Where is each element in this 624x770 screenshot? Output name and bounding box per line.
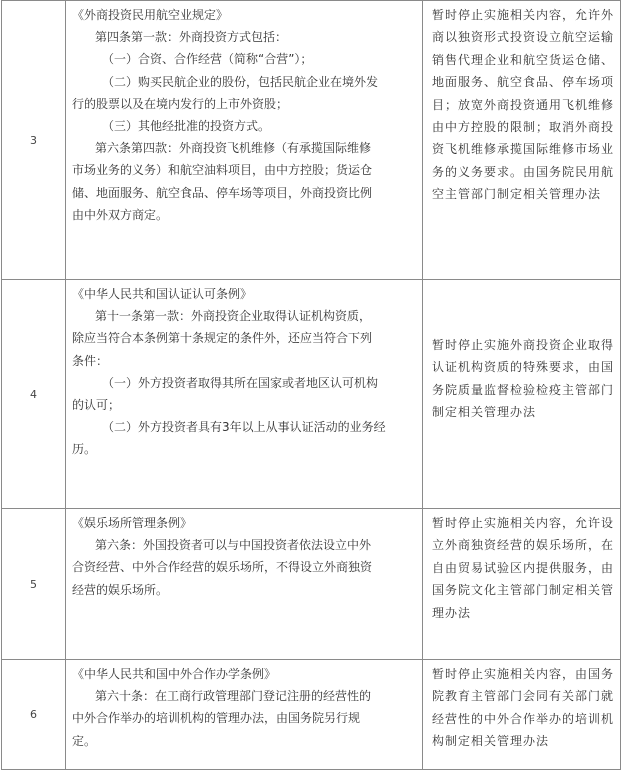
regulation-cell <box>66 509 423 660</box>
row-number: 4 <box>2 280 66 509</box>
adjustment-text-line: 务院质量监督检验检疫主管部门 <box>432 382 615 397</box>
adjustment-text-line: 资飞机维修承揽国际维修市场业 <box>432 142 615 157</box>
adjustment-text-line: 经营性的中外合作举办的培训机 <box>432 711 615 726</box>
adjustment-cell <box>423 509 621 660</box>
table-row <box>2 280 621 509</box>
regulation-text-line: 第六条第四款：外商投资飞机维修（有承揽国际维修 <box>95 141 372 156</box>
table-row <box>2 1 621 280</box>
regulation-text-line: （一）合资、合作经营（简称“合营”）； <box>102 52 313 67</box>
regulation-text-line: 的认可； <box>72 398 121 413</box>
adjustment-text-line: 院教育主管部门会同有关部门就 <box>432 689 615 704</box>
adjustment-text-line: 暂时停止实施相关内容，允许外 <box>432 8 615 22</box>
adjustment-text-line: 地面服务、航空食品、停车场项 <box>432 75 615 90</box>
adjustment-text-line: 由中方控股的限制；取消外商投 <box>432 120 615 135</box>
adjustment-text-line: 空主管部门制定相关管理办法 <box>432 187 602 202</box>
row-number: 5 <box>2 509 66 660</box>
adjustment-text-line: 务的义务要求。由国务院民用航 <box>432 164 615 179</box>
adjustment-text-line: 自由贸易试验区内提供服务，由 <box>432 560 615 575</box>
regulation-text-line: 中外合作举办的培训机构的管理办法，由国务院另行规 <box>72 711 361 726</box>
table-row <box>2 660 621 770</box>
table-body <box>2 1 621 770</box>
regulation-text-line: 市场业务的义务）和航空油料项目，由中方控股；货运仓 <box>72 163 373 178</box>
adjustment-text-line: 构制定相关管理办法 <box>432 734 550 749</box>
regulation-cell <box>66 280 423 509</box>
regulation-table <box>1 0 621 770</box>
regulation-cell <box>66 1 423 280</box>
adjustment-text-line: 理办法 <box>432 605 472 620</box>
regulation-text-line: 第六条：外国投资者可以与中国投资者依法设立中外 <box>95 538 372 553</box>
regulation-text-line: （二）外方投资者具有3年以上从事认证活动的业务经 <box>102 420 386 435</box>
adjustment-text-line: 暂时停止实施相关内容，由国务 <box>432 667 615 681</box>
regulation-text-line: 由中外双方商定。 <box>72 207 169 222</box>
regulation-title: 《娱乐场所管理条例》 <box>72 516 193 530</box>
adjustment-text-line: 暂时停止实施相关内容，允许设 <box>432 516 615 530</box>
adjustment-text-line: 国务院文化主管部门制定相关管 <box>432 583 615 598</box>
adjustment-text-line: 目；放宽外商投资通用飞机维修 <box>432 97 615 112</box>
regulation-cell <box>66 660 423 770</box>
regulation-text-line: 行的股票以及在境内发行的上市外资股； <box>72 96 289 111</box>
table-row <box>2 509 621 660</box>
regulation-title: 《外商投资民用航空业规定》 <box>72 8 229 22</box>
adjustment-cell <box>423 660 621 770</box>
adjustment-text-line: 制定相关管理办法 <box>432 405 537 420</box>
regulation-title: 《中华人民共和国中外合作办学条例》 <box>72 667 277 681</box>
regulation-text-line: 历。 <box>72 442 97 457</box>
regulation-text-line: 合资经营、中外合作经营的娱乐场所，不得设立外商独资 <box>72 560 373 575</box>
adjustment-text-line: 认证机构资质的特殊要求，由国 <box>432 360 615 375</box>
regulation-text-line: 经营的娱乐场所。 <box>72 582 169 597</box>
regulation-text-line: 第四条第一款：外商投资方式包括： <box>95 30 288 45</box>
regulation-text-line: 第六十条：在工商行政管理部门登记注册的经营性的 <box>95 689 372 704</box>
regulation-text-line: 储、地面服务、航空食品、停车场等项目，外商投资比例 <box>72 185 373 200</box>
row-number: 6 <box>2 660 66 770</box>
regulation-text-line: 条件： <box>72 353 109 368</box>
adjustment-cell <box>423 1 621 280</box>
regulation-text-line: 定。 <box>72 733 97 748</box>
adjustment-text-line: 立外商独资经营的娱乐场所，在 <box>432 538 615 553</box>
adjustment-cell <box>423 280 621 509</box>
regulation-text-line: （一）外方投资者取得其所在国家或者地区认可机构 <box>102 375 379 390</box>
regulation-title: 《中华人民共和国认证认可条例》 <box>72 287 253 301</box>
adjustment-text-line: 商以独资形式投资设立航空运输 <box>432 30 615 45</box>
regulation-text-line: （三）其他经批准的投资方式。 <box>102 119 271 134</box>
adjustment-text-line: 销售代理企业和航空货运仓储、 <box>432 52 615 67</box>
row-number: 3 <box>2 1 66 280</box>
adjustment-text-line: 暂时停止实施外商投资企业取得 <box>432 338 615 352</box>
regulation-text-line: （二）购买民航企业的股份，包括民航企业在境外发 <box>102 74 379 89</box>
regulation-text-line: 除应当符合本条例第十条规定的条件外，还应当符合下列 <box>72 331 373 346</box>
regulation-text-line: 第十一条第一款：外商投资企业取得认证机构资质， <box>95 309 372 324</box>
